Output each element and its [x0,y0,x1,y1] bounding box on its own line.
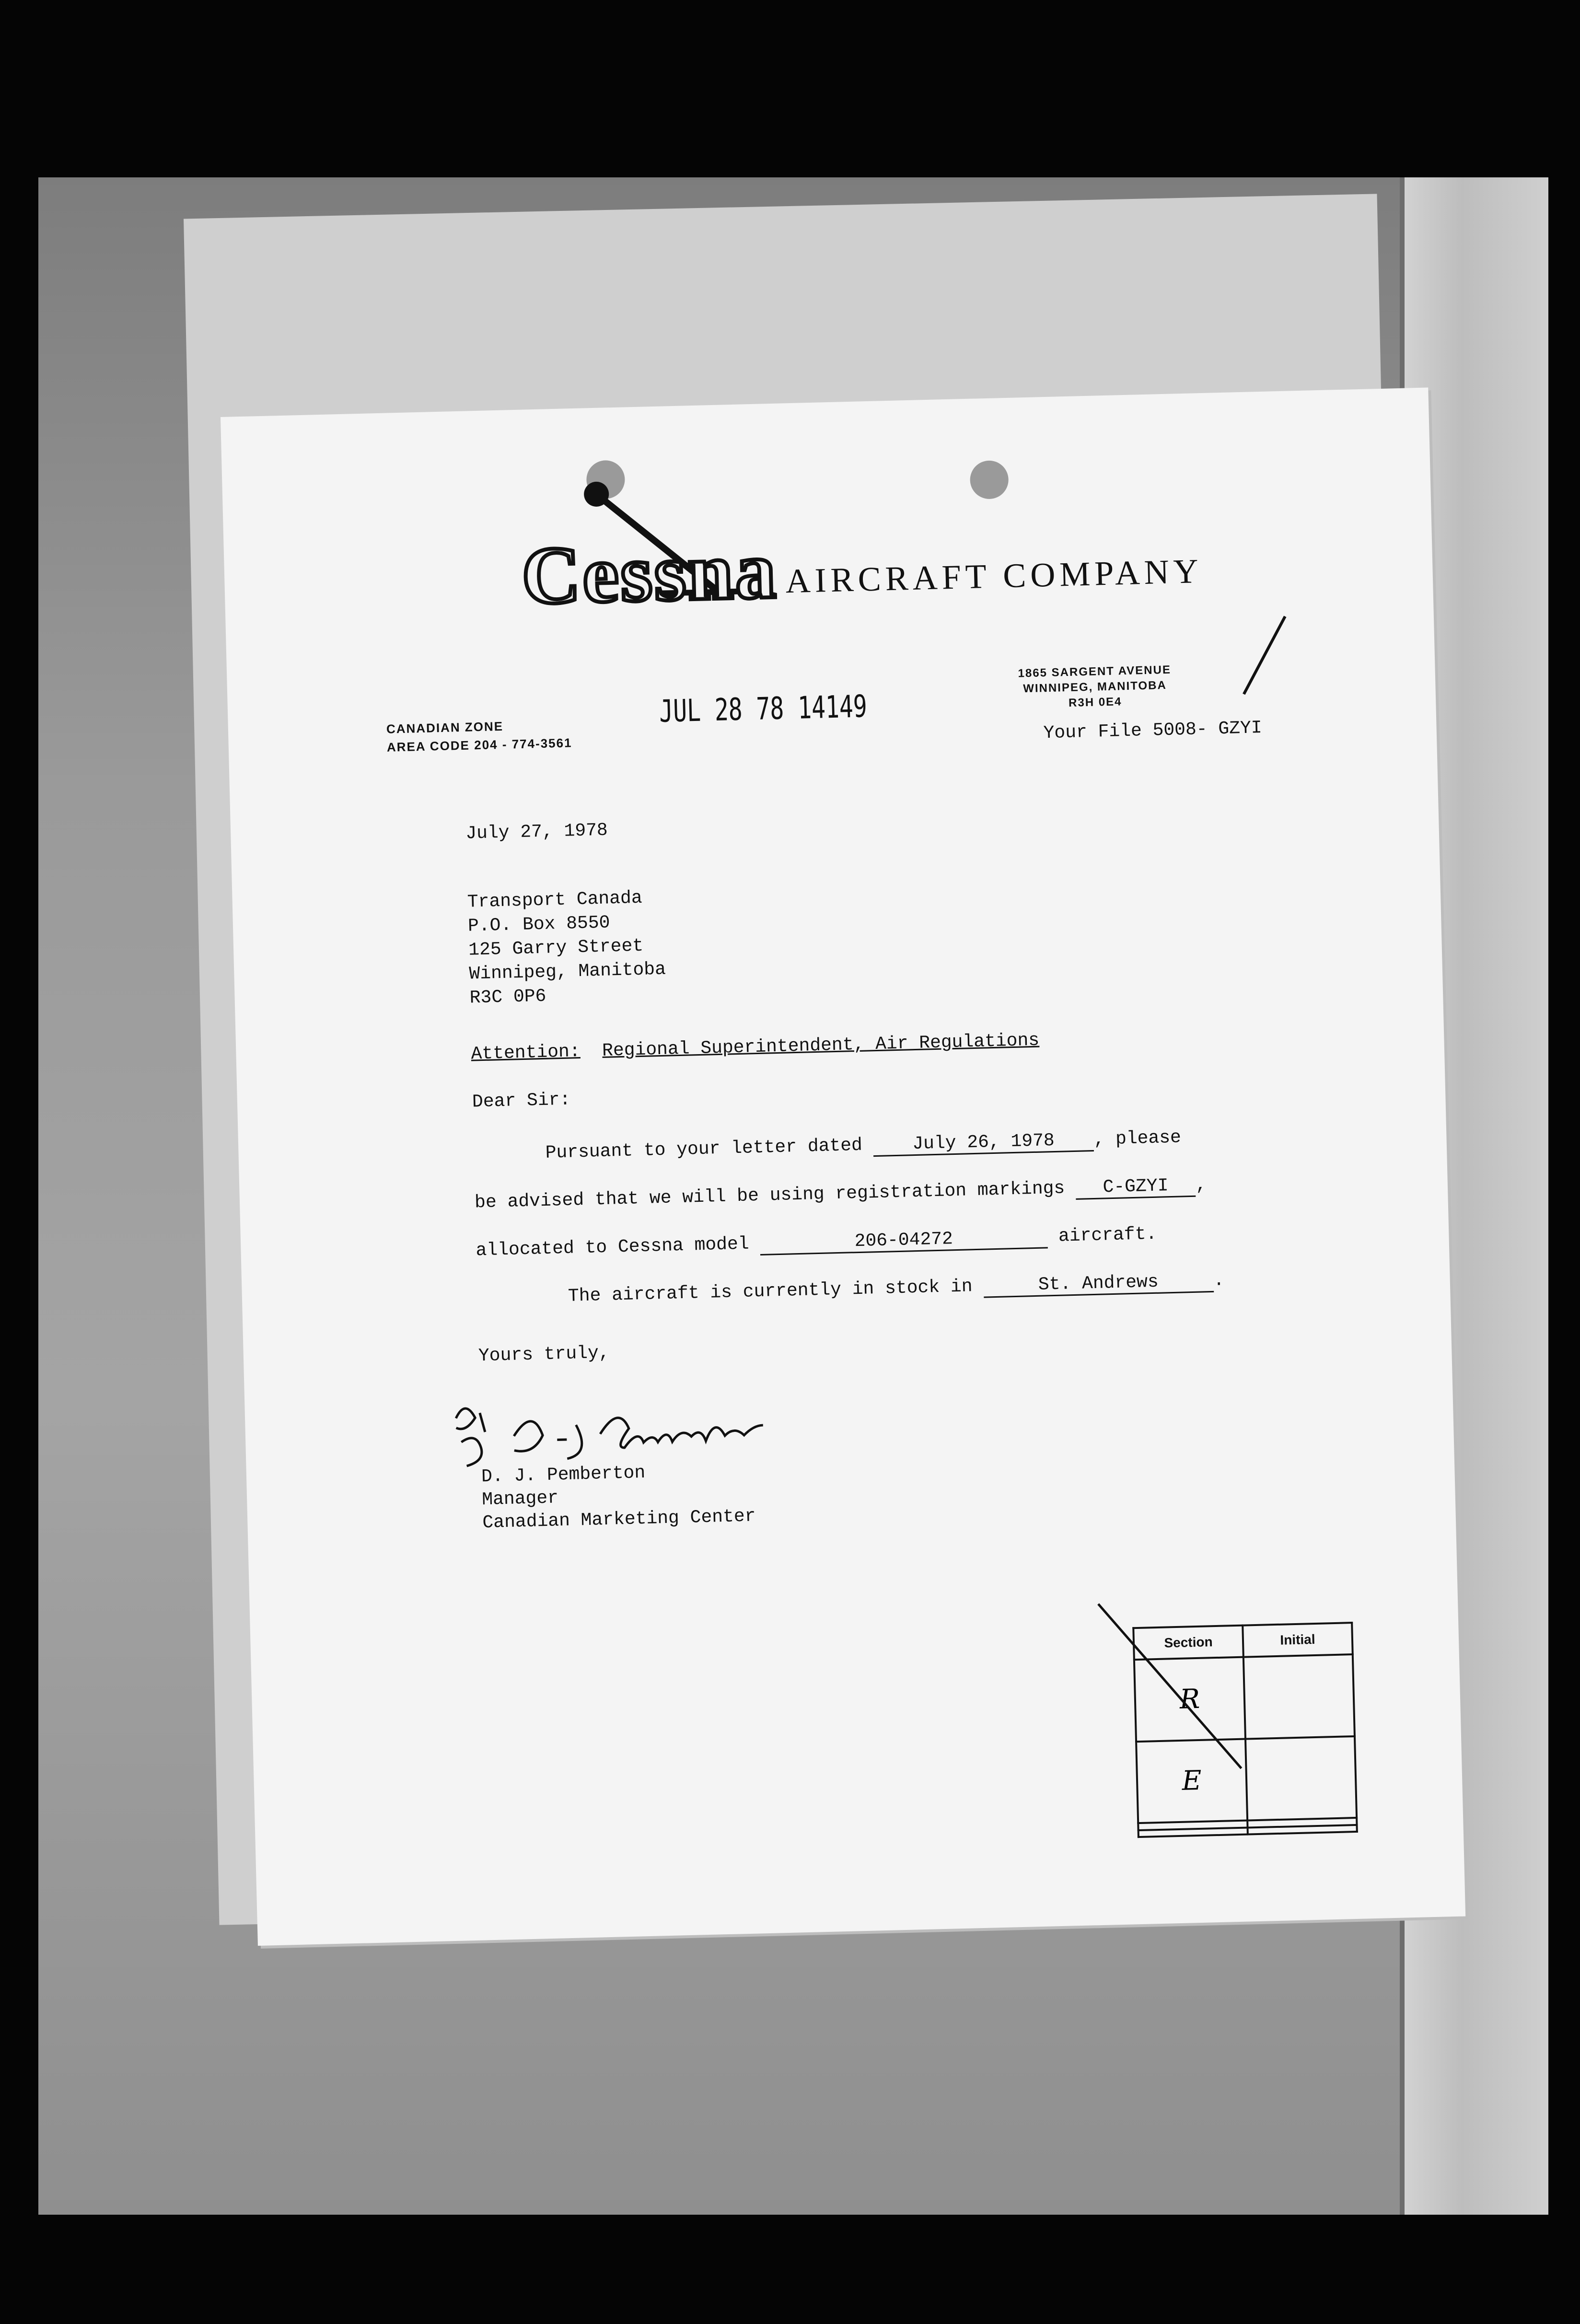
body-line-1 [545,1127,1181,1164]
address-city: WINNIPEG, MANITOBA [1022,678,1167,696]
letter-date-field: July 26, 1978 [873,1129,1094,1157]
recipient-org: Transport Canada [467,887,643,913]
signer-department: Canadian Marketing Center [482,1506,756,1534]
routing-cell [1243,1654,1355,1739]
registration-field: C-GZYI [1076,1175,1196,1200]
received-stamp: JUL 28 78 14149 [659,689,868,730]
body-text: be advised that we will be using registration markings [474,1178,1065,1213]
routing-row [1134,1654,1355,1742]
phone-line: AREA CODE 204 - 774-3561 [386,735,572,755]
address-street: 1865 SARGENT AVENUE [1018,663,1172,680]
signer-title: Manager [481,1487,559,1511]
zone-line: CANADIAN ZONE [386,719,504,736]
routing-cell: E [1136,1739,1247,1823]
recipient-street: 125 Garry Street [468,935,644,961]
file-reference: Your File 5008- GZYI [1043,718,1263,744]
punch-hole [970,460,1009,500]
model-field: 206-04272 [760,1226,1048,1255]
location-field: St. Andrews [983,1270,1214,1298]
body-text: , [1195,1174,1207,1196]
body-text: Pursuant to your letter dated [545,1135,863,1163]
routing-header-initial: Initial [1243,1623,1353,1657]
recipient-postal: R3C 0P6 [469,986,546,1009]
body-text: aircraft. [1058,1223,1157,1247]
signer-name: D. J. Pemberton [481,1463,646,1487]
routing-table [1132,1622,1358,1838]
company-address [1018,662,1172,712]
check-mark-icon [1232,612,1292,699]
body-line-4 [568,1270,1225,1308]
routing-header-section: Section [1133,1626,1243,1660]
attention-label: Attention: [471,1041,581,1065]
routing-cell: R [1134,1657,1245,1742]
recipient-box: P.O. Box 8550 [467,912,610,937]
attention-value: Regional Superintendent, Air Regulations [602,1030,1040,1061]
routing-cell [1245,1736,1357,1821]
letter-page [221,387,1465,1946]
body-line-3 [476,1224,1157,1263]
recipient-address [467,886,666,1011]
brand-logo: Cessna [520,524,779,621]
recipient-city: Winnipeg, Manitoba [469,959,666,985]
zone-info [386,715,572,756]
body-line-2 [475,1174,1207,1214]
routing-box [1132,1622,1358,1838]
signature-block [481,1459,756,1534]
body-text: allocated to Cessna model [476,1233,750,1261]
body-text: , please [1093,1127,1182,1150]
address-postal: R3H 0E4 [1068,695,1122,709]
salutation: Dear Sir: [472,1089,571,1113]
letter-date: July 27, 1978 [465,820,608,844]
body-text: . [1213,1270,1225,1291]
routing-row [1136,1736,1357,1824]
body-text: The aircraft is currently in stock in [568,1276,973,1307]
closing: Yours truly, [478,1342,610,1367]
company-name: AIRCRAFT COMPANY [785,552,1203,601]
attention-line [471,1030,1040,1065]
